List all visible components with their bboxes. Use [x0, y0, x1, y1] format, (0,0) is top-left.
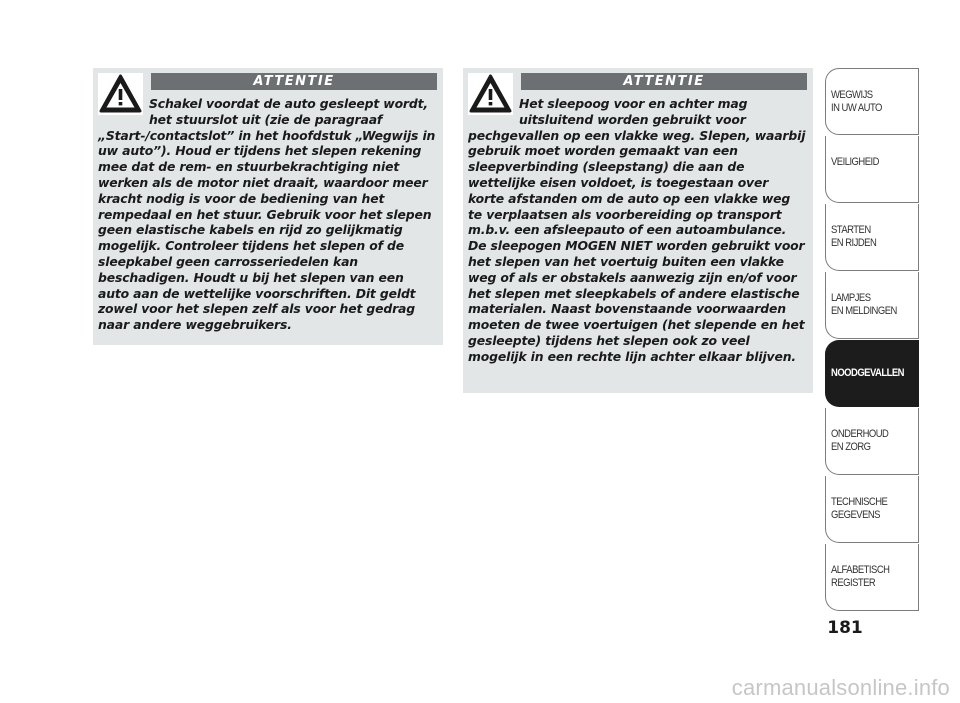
watermark: carmanualsonline.info — [731, 675, 950, 700]
tab-label: EN MELDINGEN — [831, 305, 897, 317]
tab-onderhoud[interactable] — [825, 408, 919, 475]
tab-label: WEGWIJS — [831, 89, 873, 101]
warning-text: Het sleepoog voor en achter mag uitsluitend worden gebruikt voor pechgevallen op een vlakke weg. Slepen, waarbij gebruik moet worden gemaakt van een sleepverbinding (sleepstang) die aan de wettelijke eisen voldoet, is toegestaan over korte afstanden om de auto op een vlakke weg te verplaatsen als voorbereiding op transport m.b.v. een afsleepauto of een autoambulance. De sleepogen MOGEN NIET worden gebruikt voor het slepen van het voertuig buiten een vlakke weg of als er obstakels aanwezig zijn en/of voor het slepen met sleepkabels of andere elastische materialen. Naast bovenstaande voorwaarden moeten de twee voertuigen (het slepende en het gesleepte) tijdens het slepen ook zo veel mogelijk in een rechte lijn achter elkaar blijven. — [468, 96, 806, 364]
tab-label: EN RIJDEN — [831, 237, 877, 249]
tab-label: VEILIGHEID — [831, 156, 879, 168]
tab-starten[interactable] — [825, 204, 919, 271]
tab-label: EN ZORG — [831, 441, 871, 453]
tab-noodgevallen[interactable] — [825, 340, 919, 407]
tab-label: ONDERHOUD — [831, 428, 889, 440]
chapter-tabs — [825, 68, 919, 612]
warning-header: ATTENTIE — [151, 73, 437, 90]
tab-label: STARTEN — [831, 224, 871, 236]
warning-box-tow-hooks — [463, 68, 813, 393]
tab-label: NOODGEVALLEN — [831, 367, 905, 379]
tab-label: TECHNISCHE — [831, 496, 888, 508]
tab-veiligheid[interactable] — [825, 136, 919, 203]
page-number: 181 — [827, 618, 863, 638]
tab-label: IN UW AUTO — [831, 102, 882, 114]
tab-label: ALFABETISCH — [831, 564, 890, 576]
tab-label: GEGEVENS — [831, 509, 880, 521]
tab-technische-gegevens[interactable] — [825, 476, 919, 543]
tab-alfabetisch-register[interactable] — [825, 544, 919, 611]
tab-label: LAMPJES — [831, 292, 871, 304]
warning-box-towing-steering-lock — [93, 68, 443, 345]
warning-text: Schakel voordat de auto gesleept wordt, het stuurslot uit (zie de paragraaf „Start-/contactslot” in het hoofdstuk „Wegwijs in uw auto”). Houd er tijdens het slepen rekening mee dat de rem- en stuurbekrachtiging niet werken als de motor niet draait, waardoor meer kracht nodig is voor de bediening van het rempedaal en het stuur. Gebruik voor het slepen geen elastische kabels en rijd zo gelijkmatig mogelijk. Controleer tijdens het slepen of de sleepkabel geen carrosseriedelen kan beschadigen. Houdt u bij het slepen van een auto aan de wettelijke voorschriften. Dit geldt zowel voor het slepen zelf als voor het gedrag naar andere weggebruikers. — [98, 96, 436, 333]
tab-label: REGISTER — [831, 577, 876, 589]
warning-header: ATTENTIE — [521, 73, 807, 90]
tab-wegwijs[interactable] — [825, 68, 919, 135]
tab-lampjes[interactable] — [825, 272, 919, 339]
